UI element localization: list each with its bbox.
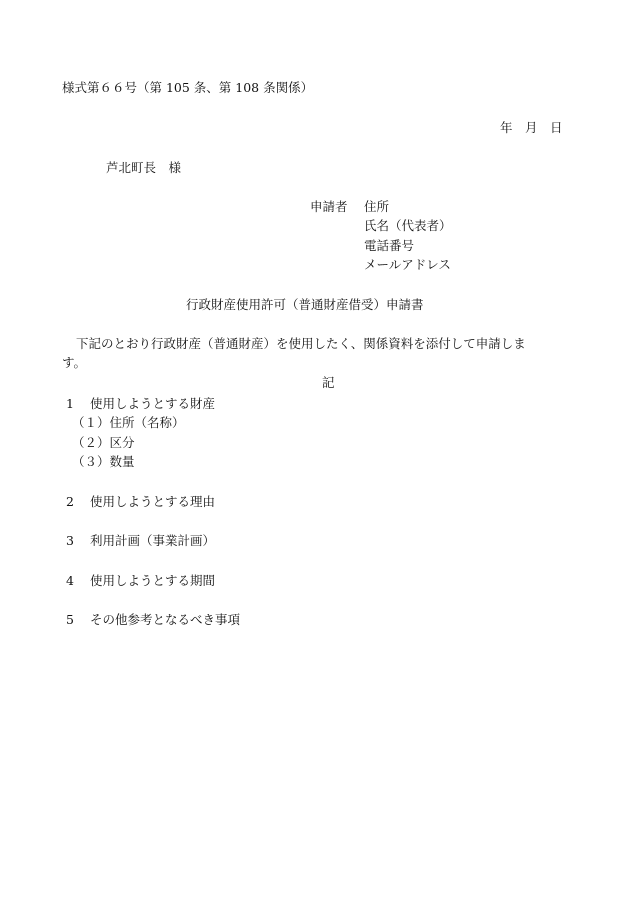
subitem: （１）住所（名称） bbox=[72, 415, 185, 430]
addressee: 芦北町長 様 bbox=[106, 160, 182, 175]
applicant-email-label: メールアドレス bbox=[364, 257, 451, 272]
subitem: （２）区分 bbox=[72, 435, 135, 450]
item-text: 利用計画（事業計画） bbox=[90, 533, 216, 548]
item-number: 5 bbox=[66, 612, 74, 627]
applicant-label: 申請者 bbox=[310, 199, 348, 214]
applicant-phone-label: 電話番号 bbox=[364, 238, 415, 253]
document-title: 行政財産使用許可（普通財産借受）申請書 bbox=[186, 297, 424, 312]
item-number: 1 bbox=[66, 396, 74, 411]
intro-text-line-2: す。 bbox=[62, 355, 87, 370]
subitem: （３）数量 bbox=[72, 454, 135, 469]
item-number: 2 bbox=[66, 494, 74, 509]
item-text: 使用しようとする財産 bbox=[90, 396, 216, 411]
item-number: 4 bbox=[66, 573, 74, 588]
ki-heading: 記 bbox=[322, 375, 335, 390]
intro-text-line-1: 下記のとおり行政財産（普通財産）を使用したく、関係資料を添付して申請しま bbox=[76, 336, 526, 351]
applicant-address-label: 住所 bbox=[364, 199, 390, 214]
item-number: 3 bbox=[66, 533, 74, 548]
item-text: 使用しようとする理由 bbox=[90, 494, 216, 509]
applicant-name-label: 氏名（代表者） bbox=[364, 218, 452, 233]
form-number: 様式第６６号（第 105 条、第 108 条関係） bbox=[62, 80, 314, 95]
item-text: 使用しようとする期間 bbox=[90, 573, 216, 588]
item-text: その他参考となるべき事項 bbox=[90, 612, 241, 627]
date-line: 年 月 日 bbox=[500, 120, 563, 135]
